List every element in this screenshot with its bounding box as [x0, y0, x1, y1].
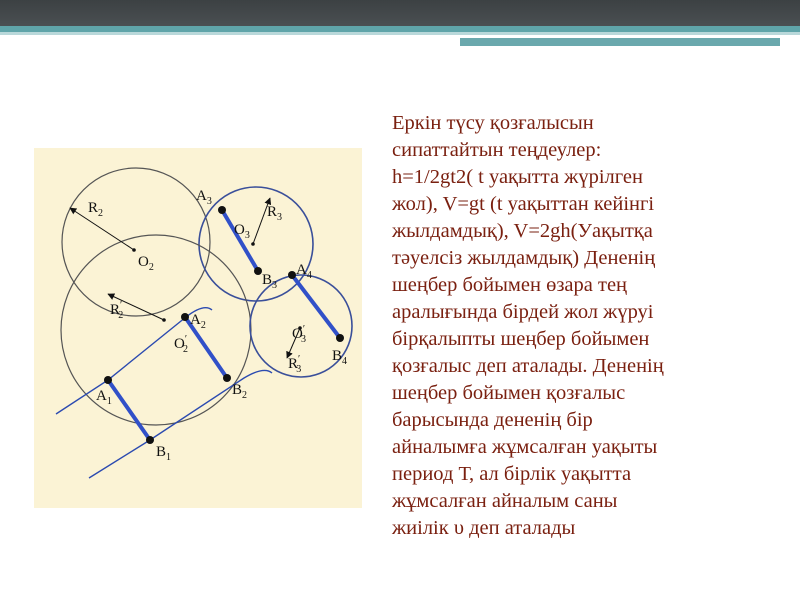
- segment-a3-b3: [222, 210, 258, 271]
- point-b1: [146, 436, 154, 444]
- point-o2-prime: [162, 318, 166, 322]
- circle-o2-prime: [61, 235, 251, 425]
- label-o2: $O_2$: [138, 254, 154, 273]
- label-a1: $A_1$: [96, 388, 112, 407]
- label-b1: $B_1$: [156, 444, 172, 463]
- label-b3: $B_3$: [262, 272, 278, 291]
- label-b4: $B_4$: [332, 348, 348, 367]
- point-b2: [223, 374, 231, 382]
- segment-a1-b1: [108, 380, 150, 440]
- slide-accent-stripe-light: [0, 32, 800, 35]
- diagram-svg: [34, 148, 362, 508]
- label-r2-prime: R′ 2: [110, 300, 124, 321]
- label-r3-prime: R′ 3: [288, 354, 302, 375]
- point-o3: [251, 242, 255, 246]
- point-o2: [132, 248, 136, 252]
- circle-o3: [199, 187, 313, 301]
- label-b2: $B_2$: [232, 382, 248, 401]
- trajectory-lower: [89, 370, 272, 478]
- slide-top-bar: [0, 0, 800, 26]
- label-a4: $A_4$: [296, 262, 312, 281]
- point-a1: [104, 376, 112, 384]
- slide-body-text: Еркін түсу қозғалысын сипаттайтын теңдеулер: h=1/2gt2( t уақытта жүрілген жол), V=gt (t уақыттан кейінгі жылдамдық), V=2gh(Уақытқа тәуелсіз жылдамдық) Дененің шеңбер бойымен өзара тең аралығында бірдей жол жүруі бірқалыпты шеңбер бойымен қозғалыс деп аталады. Дененің шеңбер бойымен қозғалыс барысында дененің бір айналымға жұмсалған уақыты период Т, ал бірлік уақытта жұмсалған айналым саны жиілік υ деп аталады: [392, 112, 664, 539]
- point-a2: [181, 313, 189, 321]
- point-a3: [218, 206, 226, 214]
- label-o3-prime: O′ 3: [292, 324, 307, 345]
- label-o3: $O_3$: [234, 222, 250, 241]
- slide-accent-bar: [460, 38, 780, 46]
- label-o2-prime: O′ 2: [174, 334, 189, 355]
- point-b4: [336, 334, 344, 342]
- label-r2: $R_2$: [88, 200, 104, 219]
- point-a4: [288, 271, 296, 279]
- label-r3: $R_3$: [267, 204, 283, 223]
- label-a2: $A_2$: [190, 312, 206, 331]
- circular-motion-diagram: [34, 148, 362, 508]
- label-a3: $A_3$: [196, 188, 212, 207]
- point-b3: [254, 267, 262, 275]
- circle-o2: [62, 168, 210, 316]
